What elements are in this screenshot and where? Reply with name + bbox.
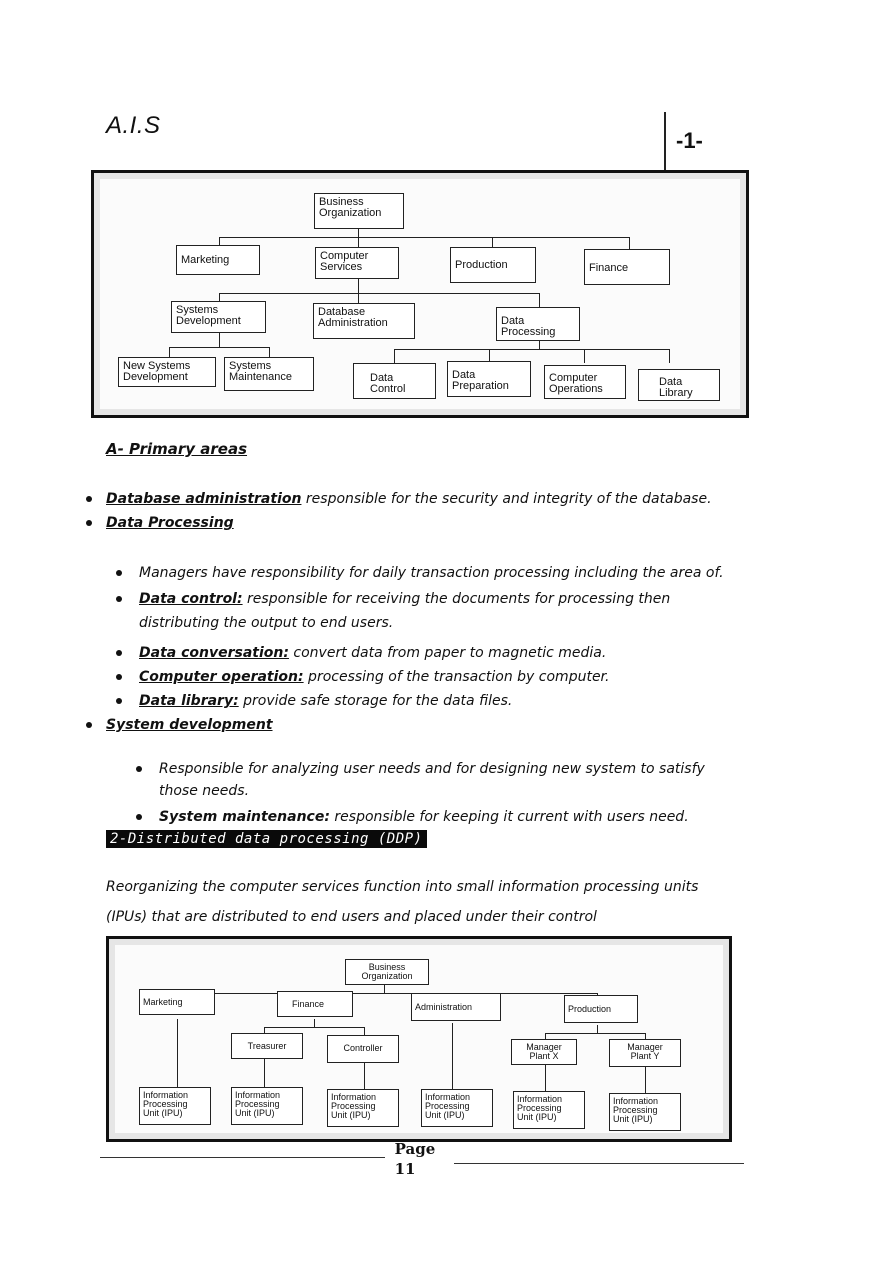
list-item-system-development [106, 714, 273, 736]
bullet [86, 722, 92, 728]
text-computer-operation: processing of the transaction by computer. [303, 669, 610, 685]
footer-rule-right [454, 1163, 744, 1164]
list-item-database-administration [106, 488, 712, 510]
term-database-administration: Database administration [106, 491, 302, 507]
box-manager-plant-y: Manager Plant Y [609, 1039, 681, 1067]
box-data-control: Data Control [353, 363, 436, 399]
box-marketing: Marketing [176, 245, 260, 275]
term-data-library: Data library: [139, 693, 239, 709]
box-production: Production [450, 247, 536, 283]
org-chart-centralized [91, 170, 749, 418]
box-ipu: Information Processing Unit (IPU) [139, 1087, 211, 1125]
box-ipu: Information Processing Unit (IPU) [609, 1093, 681, 1131]
ddp-paragraph-line-1: Reorganizing the computer services function into small information processing units [106, 879, 699, 895]
box-ipu: Information Processing Unit (IPU) [421, 1089, 493, 1127]
bullet [116, 698, 122, 704]
bullet [116, 674, 122, 680]
list-item-data-control [139, 588, 739, 610]
text-database-administration: responsible for the security and integrity of the database. [301, 491, 712, 507]
box-production-2: Production [564, 995, 638, 1023]
text-data-library: provide safe storage for the data files. [238, 693, 513, 709]
bullet [116, 650, 122, 656]
box-controller: Controller [327, 1035, 399, 1063]
list-item-data-processing [106, 512, 234, 534]
box-new-systems-development: New Systems Development [118, 357, 216, 387]
section-heading-primary-areas: A- Primary areas [106, 440, 248, 458]
box-computer-services: Computer Services [315, 247, 399, 279]
bullet [86, 496, 92, 502]
list-item-system-development-detail: Responsible for analyzing user needs and for designing new system to satisfy [159, 761, 705, 777]
ddp-paragraph-line-2: (IPUs) that are distributed to end users and placed under their control [106, 909, 597, 925]
bullet [116, 596, 122, 602]
box-ipu: Information Processing Unit (IPU) [513, 1091, 585, 1129]
box-data-preparation: Data Preparation [447, 361, 531, 397]
box-business-organization: Business Organization [314, 193, 404, 229]
text-data-control: responsible for receiving the documents for processing then [242, 591, 671, 607]
box-systems-maintenance: Systems Maintenance [224, 357, 314, 391]
box-administration: Administration [411, 993, 501, 1021]
text-data-control-continued: distributing the output to end users. [139, 615, 394, 631]
list-item-managers: Managers have responsibility for daily transaction processing including the area of. [139, 565, 724, 581]
footer-rule-left [100, 1157, 385, 1158]
box-finance: Finance [584, 249, 670, 285]
box-ipu: Information Processing Unit (IPU) [231, 1087, 303, 1125]
org-chart-distributed [106, 936, 732, 1142]
box-systems-development: Systems Development [171, 301, 266, 333]
term-data-control: Data control: [139, 591, 243, 607]
box-database-administration: Database Administration [313, 303, 415, 339]
box-business-organization-2: Business Organization [345, 959, 429, 985]
list-item-data-library [139, 690, 512, 712]
bullet [86, 520, 92, 526]
box-ipu: Information Processing Unit (IPU) [327, 1089, 399, 1127]
box-data-library: Data Library [638, 369, 720, 401]
section-heading-ddp: 2-Distributed data processing (DDP) [106, 830, 427, 848]
footer-page-label: Page [394, 1140, 436, 1158]
box-finance-2: Finance [277, 991, 353, 1017]
term-computer-operation: Computer operation: [139, 669, 304, 685]
text-data-conversion: convert data from paper to magnetic media. [288, 645, 607, 661]
box-marketing-2: Marketing [139, 989, 215, 1015]
list-item-computer-operation [139, 666, 609, 688]
term-data-processing: Data Processing [106, 515, 234, 531]
bullet [136, 814, 142, 820]
term-system-development: System development [106, 717, 273, 733]
page-marker: -1- [676, 128, 703, 153]
box-manager-plant-x: Manager Plant X [511, 1039, 577, 1065]
bullet [136, 766, 142, 772]
document-title: A.I.S [106, 112, 161, 139]
footer-page-number: 11 [394, 1160, 416, 1178]
box-treasurer: Treasurer [231, 1033, 303, 1059]
text-system-development-continued: those needs. [159, 783, 250, 799]
term-data-conversion: Data conversation: [139, 645, 289, 661]
text-system-maintenance: responsible for keeping it current with users need. [329, 809, 689, 825]
term-system-maintenance: System maintenance: [159, 809, 330, 825]
box-computer-operations: Computer Operations [544, 365, 626, 399]
list-item-system-maintenance [159, 806, 689, 828]
bullet [116, 570, 122, 576]
header-divider [664, 112, 666, 178]
box-data-processing: Data Processing [496, 307, 580, 341]
list-item-data-conversion [139, 642, 606, 664]
